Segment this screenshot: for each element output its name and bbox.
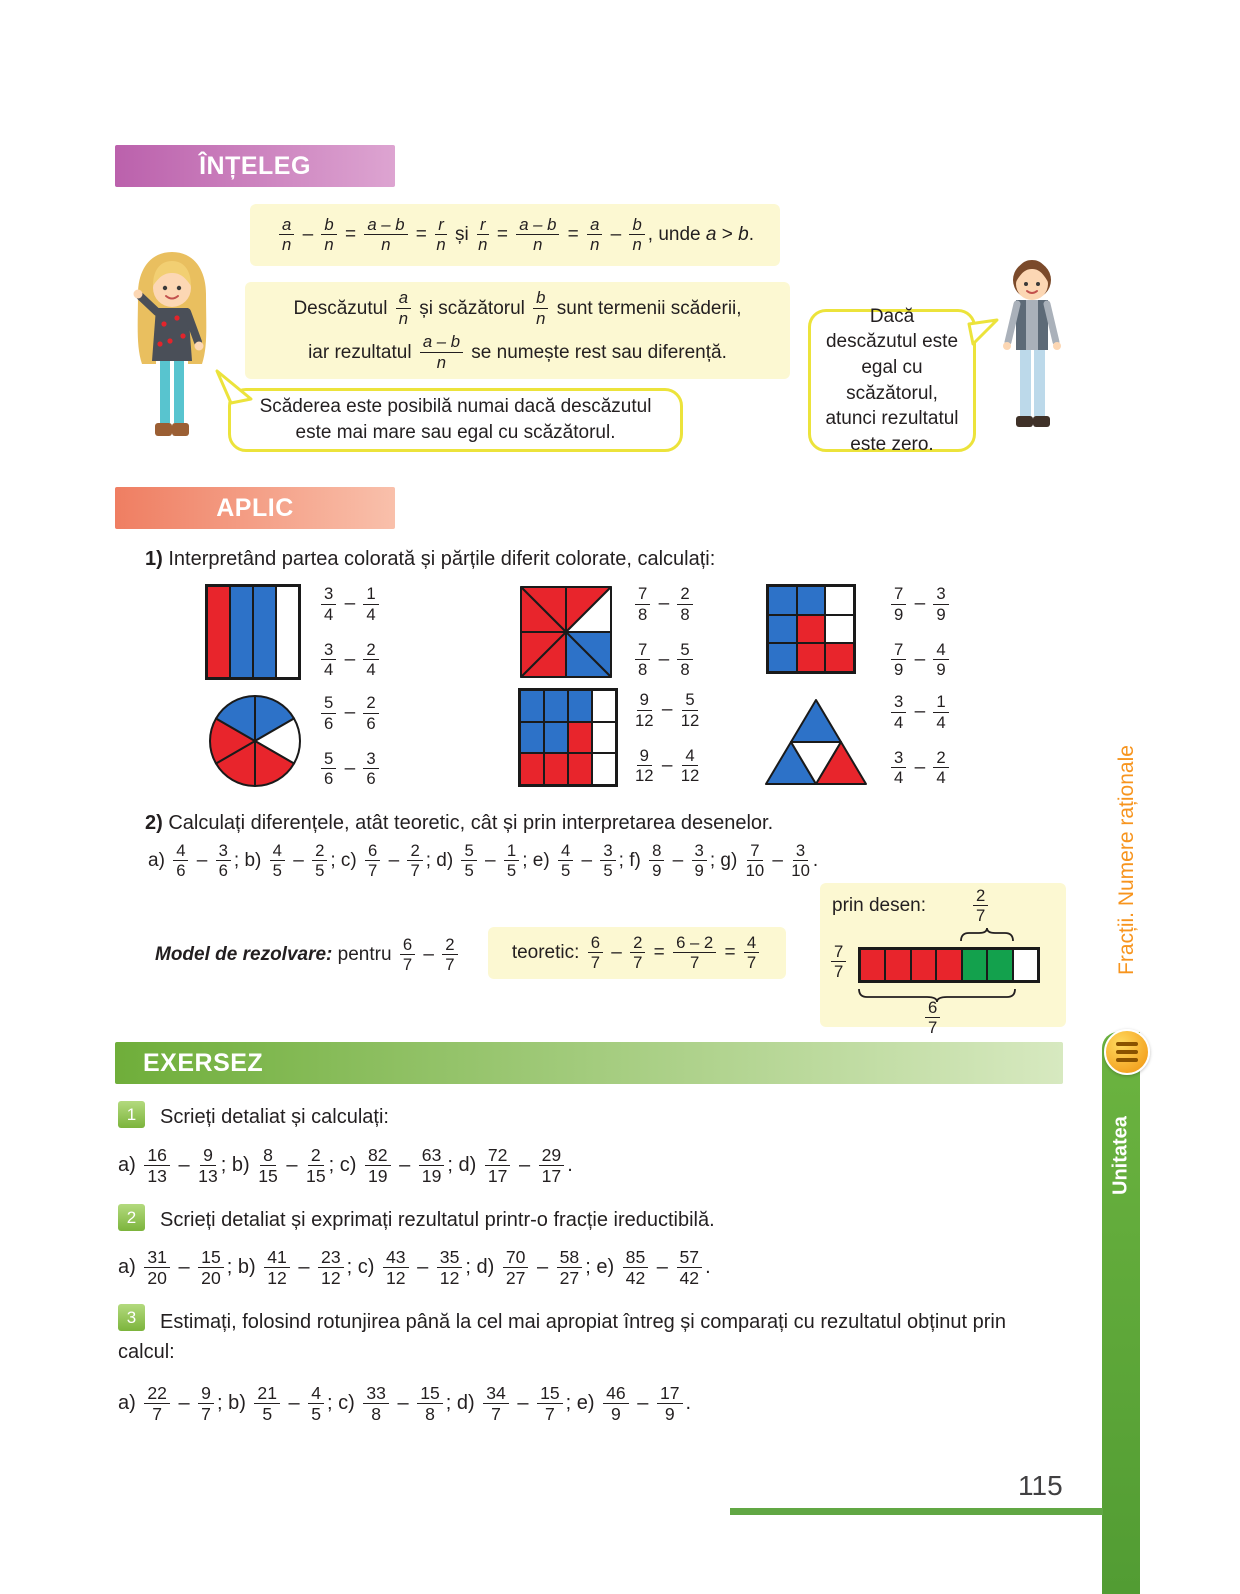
fraction-expression [318, 750, 382, 788]
text-run: – [339, 648, 361, 670]
fraction: $\frac{3}{4}$ [321, 585, 336, 623]
aplic-task-2-exercises [148, 840, 818, 882]
bar-total-fraction [828, 941, 849, 983]
section-title: ÎNȚELEG [199, 151, 311, 180]
page-number: 115 [1018, 1470, 1063, 1501]
fraction: $\frac{b}{n}$ [629, 216, 644, 254]
fraction: $\frac{2}{7}$ [442, 936, 457, 974]
fraction: $\frac{15}{7}$ [537, 1384, 563, 1424]
text-run: – [653, 648, 675, 670]
diagram-cell [568, 690, 592, 722]
exercise-number-badge: 2 [118, 1204, 145, 1231]
diagram-cell [207, 586, 230, 678]
fraction: $\frac{46}{9}$ [603, 1384, 629, 1424]
fraction: $\frac{3}{5}$ [600, 842, 615, 880]
subtraction-formula [276, 214, 754, 256]
fraction: $\frac{82}{19}$ [365, 1146, 391, 1186]
text-run: ; f) [618, 850, 647, 871]
text-run: – [339, 757, 361, 779]
hamburger-menu-icon [1104, 1029, 1150, 1075]
text-run: – [656, 699, 678, 721]
text-run: – [287, 850, 310, 871]
teoretic-expression [512, 932, 762, 974]
section-header-exersez [115, 1042, 1063, 1084]
fraction: $\frac{a - b}{n}$ [364, 216, 407, 254]
text-run: – [653, 593, 675, 615]
fraction: $\frac{5}{8}$ [677, 641, 692, 679]
fraction: $\frac{70}{27}$ [503, 1248, 529, 1288]
speech-bubble-right [808, 305, 976, 455]
teoretic-box [488, 927, 786, 979]
text-run: ; e) [565, 1392, 601, 1414]
text-run: a) [118, 1256, 142, 1278]
fraction: $\frac{a - b}{n}$ [420, 333, 463, 371]
text-run: = [410, 224, 433, 245]
diagram-row [768, 643, 854, 672]
diagram-cell [911, 949, 936, 981]
fraction: $\frac{58}{27}$ [557, 1248, 583, 1288]
text-run: a) [118, 1392, 142, 1414]
diagram-cell [936, 949, 961, 981]
fraction: $\frac{22}{7}$ [144, 1384, 170, 1424]
fraction: $\frac{2}{4}$ [933, 749, 948, 787]
fraction: $\frac{3}{4}$ [321, 641, 336, 679]
fraction: $\frac{85}{42}$ [623, 1248, 649, 1288]
fraction: $\frac{7}{8}$ [635, 585, 650, 623]
text-run: – [605, 224, 627, 245]
diagram-row [520, 753, 616, 785]
text-run: ; b) [233, 850, 267, 871]
text-run: – [411, 1256, 434, 1278]
text-run: – [283, 1392, 306, 1414]
text-run: . [812, 850, 819, 871]
fraction-bar-diagram [858, 947, 1040, 983]
text-run: Model de rezolvare: [155, 944, 333, 965]
fraction: $\frac{29}{17}$ [539, 1146, 565, 1186]
exercise-2-text: Scrieți detaliat și exprimați rezultatul printr-o fracție ireductibilă. [160, 1209, 715, 1231]
text-run: – [511, 1392, 535, 1414]
fraction: $\frac{43}{12}$ [383, 1248, 409, 1288]
fraction: $\frac{a - b}{n}$ [516, 216, 559, 254]
text-run: b [738, 224, 749, 245]
text-run: se numește rest sau diferență. [466, 341, 727, 363]
fraction: $\frac{3}{4}$ [891, 693, 906, 731]
diagram-cell [520, 753, 544, 785]
fraction: $\frac{5}{5}$ [461, 842, 476, 880]
fraction: $\frac{2}{4}$ [363, 641, 378, 679]
text-run: ; c) [328, 1154, 362, 1176]
text-run: ; e) [585, 1256, 620, 1278]
fraction: $\frac{6}{7}$ [400, 936, 415, 974]
fraction: $\frac{4}{6}$ [173, 842, 188, 880]
fraction: $\frac{7}{9}$ [891, 585, 906, 623]
fraction: $\frac{b}{n}$ [321, 216, 336, 254]
diagram-cell [544, 753, 568, 785]
fraction: $\frac{4}{9}$ [933, 641, 948, 679]
text-run: – [479, 850, 501, 871]
fraction: $\frac{3}{10}$ [791, 840, 810, 881]
fraction: $\frac{1}{4}$ [363, 585, 378, 623]
text-run: ; b) [216, 1392, 252, 1414]
diagram-cell [592, 690, 616, 722]
text-run: – [576, 850, 598, 871]
text-run: . [567, 1154, 573, 1176]
diagram-cell [797, 643, 826, 672]
bar-top-fraction [970, 885, 991, 927]
fraction: $\frac{2}{8}$ [677, 585, 692, 623]
diagram-cell [520, 722, 544, 754]
text-run: Interpretând partea colorată și părțile diferit colorate, calculați: [168, 548, 716, 570]
section-header-inteleg [115, 145, 395, 187]
text-run: ; b) [220, 1154, 256, 1176]
text-run: sunt termenii scăderii, [551, 297, 742, 319]
text-run: – [339, 593, 361, 615]
text-run: – [631, 1392, 654, 1414]
fraction: $\frac{2}{6}$ [363, 694, 378, 732]
top-brace [960, 927, 1014, 943]
diagram-cell [768, 615, 797, 644]
diagram-vertical-bars [205, 584, 301, 680]
fraction: $\frac{3}{9}$ [933, 585, 948, 623]
text-run: – [172, 1256, 196, 1278]
text-run: 2) [145, 812, 169, 834]
text-run: și [449, 224, 475, 245]
menu-bar [1116, 1058, 1138, 1062]
fraction-expression [632, 747, 702, 785]
text-run: ; d) [447, 1154, 482, 1176]
fraction-expression [888, 693, 952, 731]
text-run: – [172, 1392, 196, 1414]
text-run: ; d) [465, 1256, 500, 1278]
text-run: ; g) [709, 850, 743, 871]
fraction: $\frac{9}{12}$ [635, 745, 654, 786]
chapter-label: Fracții. Numere raționale [1115, 745, 1138, 975]
menu-bar [1116, 1050, 1138, 1054]
fraction: $\frac{5}{6}$ [321, 694, 336, 732]
fraction: $\frac{9}{12}$ [635, 690, 654, 730]
text-run: = [491, 224, 514, 245]
fraction: $\frac{b}{n}$ [533, 289, 548, 327]
menu-bar [1116, 1042, 1138, 1046]
diagram-cell [544, 722, 568, 754]
diagram-fraction-pairs [888, 692, 952, 788]
text-run: Descăzutul [293, 297, 393, 319]
fraction-expression [888, 749, 952, 787]
diagram-triangle-fourths [763, 697, 869, 787]
text-run: = [719, 942, 741, 963]
text-run: – [651, 1256, 674, 1278]
fraction: $\frac{72}{17}$ [485, 1146, 511, 1186]
fraction: $\frac{4}{7}$ [744, 934, 759, 972]
diagram-fraction-pairs [318, 584, 382, 680]
fraction: $\frac{2}{15}$ [306, 1144, 326, 1187]
text-run: ; c) [327, 1392, 361, 1414]
fraction: $\frac{1}{4}$ [933, 693, 948, 731]
text-run: . [705, 1256, 711, 1278]
fraction: $\frac{15}{20}$ [198, 1248, 224, 1288]
diagram-cell [885, 949, 910, 981]
fraction: $\frac{2}{7}$ [973, 887, 988, 925]
diagram-fraction-pairs [888, 584, 952, 680]
text-run: – [767, 850, 789, 871]
exercise-1-items [118, 1144, 573, 1186]
fraction: $\frac{3}{6}$ [216, 842, 231, 880]
diagram-circle-sixths [207, 693, 303, 789]
text-run: – [513, 1154, 536, 1176]
fraction: $\frac{a}{n}$ [279, 216, 294, 254]
fraction: $\frac{5}{6}$ [321, 750, 336, 788]
text-run: ; d) [445, 1392, 481, 1414]
text-run: = [562, 224, 585, 245]
text-run: – [297, 224, 319, 245]
text-run: ; b) [226, 1256, 262, 1278]
fraction: $\frac{6}{7}$ [365, 842, 380, 880]
fraction: $\frac{a}{n}$ [396, 289, 411, 327]
fraction: $\frac{17}{9}$ [657, 1384, 683, 1424]
fraction-expression [632, 585, 696, 623]
text-run: – [909, 593, 931, 615]
fraction: $\frac{7}{7}$ [831, 943, 846, 981]
fraction: $\frac{41}{12}$ [264, 1248, 290, 1288]
diagram-cell [276, 586, 299, 678]
text-run: – [909, 648, 931, 670]
exercise-number-badge: 3 [118, 1304, 145, 1331]
bubble-left-text: Scăderea este posibilă numai dacă descăzutul este mai mare sau egal cu scăzătorul. [259, 396, 652, 443]
fraction: $\frac{21}{5}$ [254, 1384, 280, 1424]
fraction: $\frac{34}{7}$ [483, 1384, 509, 1424]
fraction: $\frac{4}{12}$ [680, 745, 700, 786]
fraction: $\frac{6}{7}$ [588, 934, 603, 972]
fraction: $\frac{a}{n}$ [587, 216, 602, 254]
fraction: $\frac{6 - 2}{7}$ [673, 934, 716, 972]
text-run: a) [118, 1154, 142, 1176]
diagram-cell [253, 586, 276, 678]
fraction-expression [888, 585, 952, 623]
exercise-2-items [118, 1246, 711, 1288]
diagram-cell [860, 949, 885, 981]
diagram-cell [1013, 949, 1038, 981]
diagram-cell [592, 753, 616, 785]
text-run: ; c) [330, 850, 363, 871]
fraction: $\frac{4}{5}$ [558, 842, 573, 880]
fraction-expression [318, 585, 382, 623]
text-run: = [648, 942, 671, 963]
diagram-fraction-pairs [318, 693, 382, 789]
fraction: $\frac{33}{8}$ [363, 1384, 389, 1424]
fraction: $\frac{1}{5}$ [504, 842, 519, 880]
aplic-task-2 [145, 810, 773, 836]
text-run: – [393, 1154, 416, 1176]
text-run: – [531, 1256, 554, 1278]
diagram-cell [592, 722, 616, 754]
bubble-right-text: Dacă descăzutul este egal cu scăzătorul, atunci rezultatul este zero. [825, 305, 959, 455]
text-run: . [748, 224, 754, 245]
text-run: – [909, 701, 931, 723]
text-run: = [339, 224, 362, 245]
text-run: – [667, 850, 689, 871]
diagram-fraction-pairs [632, 584, 696, 680]
prin-desen-box [820, 883, 1066, 1038]
text-run: ; c) [346, 1256, 380, 1278]
terms-definition [293, 287, 741, 375]
text-run: – [391, 1392, 415, 1414]
exercise-number-badge: 1 [118, 1101, 145, 1128]
diagram-cell [768, 586, 797, 615]
girl-illustration [122, 246, 222, 461]
model-de-rezolvare [155, 934, 461, 976]
text-run: – [172, 1154, 196, 1176]
fraction: $\frac{r}{n}$ [478, 214, 488, 255]
diagram-cell [568, 722, 592, 754]
fraction: $\frac{23}{12}$ [318, 1248, 344, 1288]
text-run: ; d) [425, 850, 459, 871]
diagram-cell [825, 586, 854, 615]
diagram-row [768, 586, 854, 615]
diagram-row [207, 586, 299, 678]
diagram-cell [230, 586, 253, 678]
fraction: $\frac{2}{5}$ [312, 842, 327, 880]
section-title: EXERSEZ [143, 1048, 264, 1077]
speech-bubble-left [228, 388, 683, 452]
fraction: $\frac{2}{7}$ [630, 934, 645, 972]
fraction: $\frac{16}{13}$ [144, 1146, 170, 1186]
diagram-cell [825, 615, 854, 644]
text-run: , unde [647, 224, 706, 245]
diagram-row [768, 615, 854, 644]
fraction: $\frac{4}{5}$ [270, 842, 285, 880]
text-run: – [280, 1154, 304, 1176]
diagram-cell [568, 753, 592, 785]
diagram-row [520, 690, 616, 722]
exercise-3-items [118, 1382, 691, 1424]
text-run: ; e) [522, 850, 555, 871]
definition-box [245, 282, 790, 379]
fraction: $\frac{31}{20}$ [144, 1248, 170, 1288]
text-run: . [685, 1392, 692, 1414]
diagram-cell [544, 690, 568, 722]
aplic-task-1 [145, 546, 715, 572]
boy-illustration [990, 250, 1074, 455]
diagram-row [860, 949, 1038, 981]
bar-bottom-fraction [922, 997, 943, 1039]
fraction: $\frac{2}{7}$ [407, 842, 422, 880]
fraction: $\frac{7}{9}$ [891, 641, 906, 679]
diagram-grid-ninths [766, 584, 856, 674]
text-run: – [418, 944, 440, 965]
diagram-row [520, 722, 616, 754]
text-run: pentru [332, 944, 397, 965]
text-run: > [716, 224, 739, 245]
text-run: și scăzătorul [414, 297, 531, 319]
text-run: Calculați diferențele, atât teoretic, cât și prin interpretarea desenelor. [168, 812, 774, 834]
fraction: $\frac{9}{13}$ [198, 1144, 218, 1187]
section-header-aplic [115, 487, 395, 529]
diagram-cell [987, 949, 1012, 981]
text-run: – [383, 850, 405, 871]
fraction: $\frac{6}{7}$ [925, 999, 940, 1037]
exercise-3-text: Estimați, folosind rotunjirea până la cel mai apropiat întreg și comparați cu rezultatul obținut prin calcul: [118, 1311, 1006, 1363]
fraction-expression [632, 691, 702, 729]
exercise-1-text: Scrieți detaliat și calculați: [160, 1106, 389, 1128]
fraction-expression [632, 641, 696, 679]
text-run: a [705, 224, 717, 245]
diagram-cell [520, 690, 544, 722]
fraction: $\frac{4}{5}$ [308, 1384, 324, 1424]
fraction: $\frac{35}{12}$ [437, 1248, 463, 1288]
text-run: – [909, 756, 931, 778]
section-title: APLIC [216, 493, 294, 522]
text-run: – [191, 850, 213, 871]
diagram-cell [962, 949, 987, 981]
fraction: $\frac{5}{12}$ [680, 690, 700, 730]
unit-label: Unitatea [1109, 1116, 1132, 1196]
diagram-grid-twelfths [518, 688, 618, 787]
formula-box [250, 204, 780, 266]
fraction: $\frac{7}{8}$ [635, 641, 650, 679]
text-run: iar rezultatul [308, 341, 417, 363]
fraction: $\frac{8}{9}$ [649, 842, 664, 880]
prin-desen-label: prin desen: [832, 895, 927, 916]
footer-bar [730, 1508, 1103, 1515]
fraction: $\frac{7}{10}$ [745, 840, 765, 881]
fraction: $\frac{63}{19}$ [419, 1146, 445, 1186]
fraction: $\frac{3}{9}$ [692, 842, 707, 880]
fraction: $\frac{15}{8}$ [417, 1384, 443, 1424]
text-run: – [339, 702, 361, 724]
fraction-expression [318, 694, 382, 732]
diagram-cell [797, 586, 826, 615]
text-run: – [605, 942, 628, 963]
fraction: $\frac{3}{6}$ [363, 750, 378, 788]
diagram-cell [797, 615, 826, 644]
text-run: – [292, 1256, 316, 1278]
text-run: 1) [145, 548, 169, 570]
text-run: teoretic: [511, 942, 585, 963]
text-run: a) [148, 850, 171, 871]
fraction-expression [888, 641, 952, 679]
fraction: $\frac{57}{42}$ [677, 1248, 703, 1288]
text-run: – [656, 754, 678, 776]
fraction: $\frac{9}{7}$ [198, 1384, 214, 1424]
diagram-cell [825, 643, 854, 672]
diagram-square-eighths [518, 584, 614, 680]
diagram-fraction-pairs [632, 690, 702, 786]
fraction: $\frac{8}{15}$ [258, 1144, 278, 1187]
fraction: $\frac{r}{n}$ [436, 214, 446, 255]
diagram-cell [768, 643, 797, 672]
fraction-expression [318, 641, 382, 679]
fraction: $\frac{3}{4}$ [891, 749, 906, 787]
